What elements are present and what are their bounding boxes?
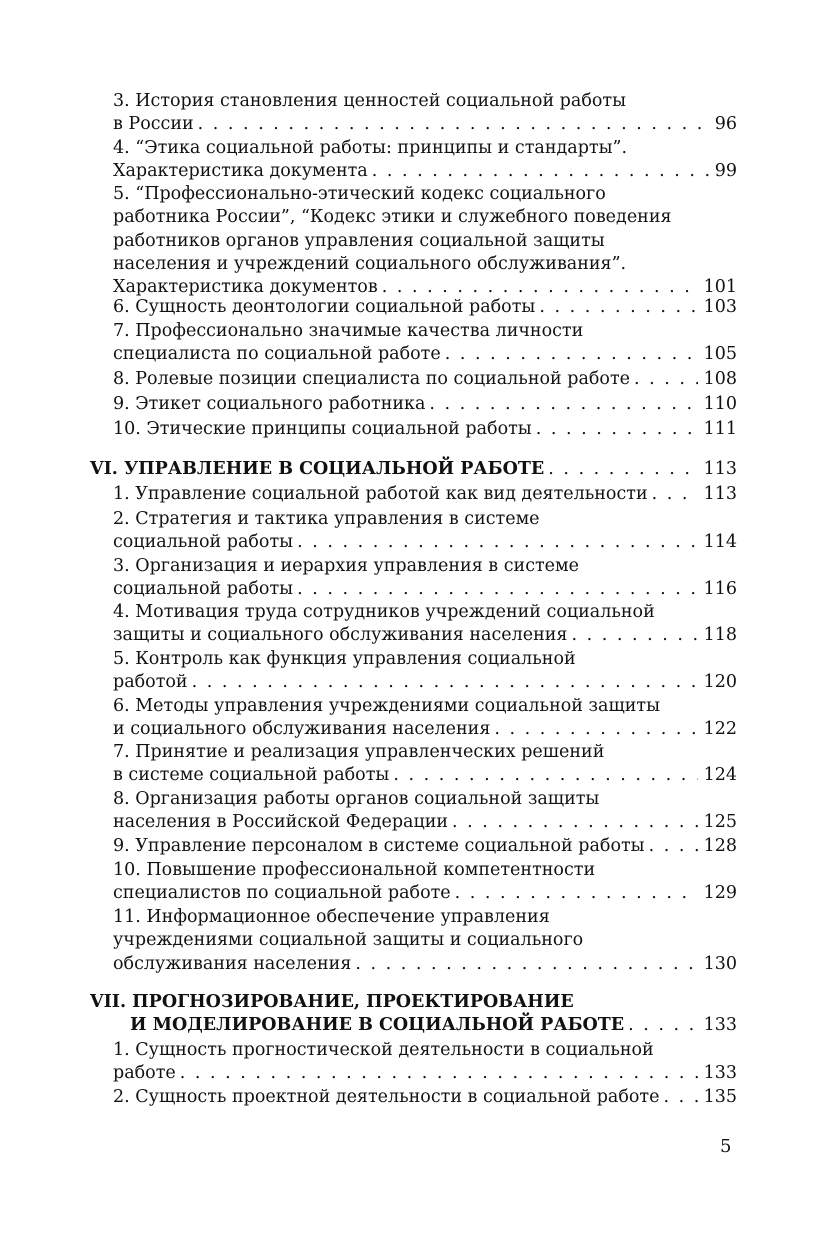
entry-line: 10. Повышение профессиональной компетентности [113,860,596,880]
entry-line: специалистов по социальной работе [113,883,451,904]
page-ref: 113 [703,484,737,504]
entry-line: 3. Организация и иерархия управления в системе [113,556,579,576]
page-ref: 111 [703,419,737,439]
toc-entry [113,648,737,695]
page-ref: 135 [703,1087,737,1107]
entry-line: 9. Этикет социального работника [113,394,426,414]
page-ref: 99 [714,161,737,182]
page-ref: 129 [703,883,737,904]
page-ref: 108 [703,369,737,389]
leader-dots [455,882,698,905]
leader-dots [198,113,709,136]
page-ref: 128 [703,836,737,856]
leader-dots [429,393,697,416]
entry-line: населения и учреждений социального обслуживания”. [113,253,627,274]
page-ref: 103 [703,297,737,317]
entry-line: 3. История становления ценностей социальной работы [113,91,626,111]
entry-line: работе [113,1063,176,1084]
leader-dots [663,1086,697,1109]
entry-line: населения в Российской Федерации [113,812,449,833]
entry-line: и социального обслуживания населения [113,719,491,740]
toc-entry [113,741,737,788]
entry-line: 1. Управление социальной работой как вид деятельности [113,484,648,504]
entry-line: 2. Стратегия и тактика управления в системе [113,509,540,529]
entry-line: специалиста по социальной работе [113,344,441,365]
entry-line: социальной работы [113,579,294,600]
entry-line: работой [113,672,188,693]
toc-entry [113,555,737,602]
toc-entry [113,788,737,835]
leader-dots [192,671,698,694]
entry-line: 7. Профессионально значимые качества личности [113,321,584,341]
toc-entry [113,296,737,319]
entry-line: 8. Организация работы органов социальной защиты [113,789,600,809]
page-ref: 125 [703,812,737,833]
toc-entry [113,368,737,391]
toc-entry [113,508,737,555]
entry-line: работника России”, “Кодекс этики и служебного поведения [113,207,672,228]
leader-dots [297,578,698,601]
page-ref: 113 [703,459,737,479]
leader-dots [628,1014,697,1037]
section-heading [90,991,737,1038]
section-heading [90,458,737,481]
leader-dots [548,458,697,481]
entry-line: 5. “Профессионально-этический кодекс социального [113,184,606,204]
entry-line: в системе социальной работы [113,765,390,786]
page-ref: 118 [703,625,737,646]
entry-line: 5. Контроль как функция управления социальной [113,649,576,669]
entry-line: 10. Этические принципы социальной работы [113,419,532,439]
entry-line: 6. Методы управления учреждениями социальной защиты [113,696,661,716]
toc-entry [113,1086,737,1109]
toc-entry [113,183,737,299]
section-title: VII. ПРОГНОЗИРОВАНИЕ, ПРОЕКТИРОВАНИЕ [90,992,574,1012]
toc-entry [113,90,737,137]
page-ref: 133 [703,1015,737,1036]
toc-entry [113,320,737,367]
leader-dots [297,531,698,554]
toc-entry [113,1039,737,1086]
entry-line: обслуживания населения [113,953,352,974]
leader-dots [571,624,697,647]
toc-entry [113,695,737,742]
entry-line: 4. Мотивация труда сотрудников учреждений социальной [113,602,655,622]
entry-line: 6. Сущность деонтологии социальной работы [113,297,536,317]
leader-dots [372,160,709,183]
entry-line: 2. Сущность проектной деятельности в социальной работе [113,1087,660,1107]
page-number: 5 [720,1136,732,1157]
page-ref: 110 [703,394,737,414]
page-ref: 133 [703,1063,737,1084]
entry-line: Характеристика документа [113,161,368,182]
leader-dots [452,811,698,834]
entry-line: Характеристика документов [113,277,378,298]
leader-dots [634,368,698,391]
page-ref: 114 [703,532,737,553]
toc-entry [113,418,737,441]
leader-dots [393,764,697,787]
page-ref: 130 [703,953,737,974]
entry-line: защиты и социального обслуживания населения [113,625,568,646]
page-ref: 101 [703,277,737,298]
section-title: И МОДЕЛИРОВАНИЕ В СОЦИАЛЬНОЙ РАБОТЕ [130,1015,625,1036]
entry-line: 9. Управление персоналом в системе социальной работы [113,836,645,856]
entry-line: учреждениями социальной защиты и социального [113,930,584,951]
leader-dots [494,718,697,741]
leader-dots [355,953,697,976]
section-title: VI. УПРАВЛЕНИЕ В СОЦИАЛЬНОЙ РАБОТЕ [90,459,545,479]
leader-dots [539,296,697,319]
page-ref: 124 [703,765,737,786]
entry-line: 7. Принятие и реализация управленческих решений [113,742,605,762]
toc-entry [113,906,737,976]
page-ref: 120 [703,672,737,693]
page-ref: 122 [703,719,737,740]
toc-entry [113,137,737,184]
entry-line: социальной работы [113,532,294,553]
toc-entry [113,393,737,416]
leader-dots [445,343,698,366]
entry-line: работников органов управления социальной защиты [113,230,605,251]
page-ref: 96 [714,114,737,135]
toc-entry [113,601,737,648]
entry-line: 4. “Этика социальной работы: принципы и стандарты”. [113,138,628,158]
entry-line: 8. Ролевые позиции специалиста по социальной работе [113,369,630,389]
entry-line: 11. Информационное обеспечение управления [113,907,550,927]
leader-dots [652,483,698,506]
toc-entry [113,859,737,906]
page-ref: 105 [703,344,737,365]
entry-line: 1. Сущность прогностической деятельности в социальной [113,1040,654,1060]
page-ref: 116 [703,579,737,600]
leader-dots [649,835,698,858]
leader-dots [180,1062,698,1085]
toc-entry [113,483,737,506]
toc-entry [113,835,737,858]
leader-dots [536,418,698,441]
entry-line: в России [113,114,194,135]
